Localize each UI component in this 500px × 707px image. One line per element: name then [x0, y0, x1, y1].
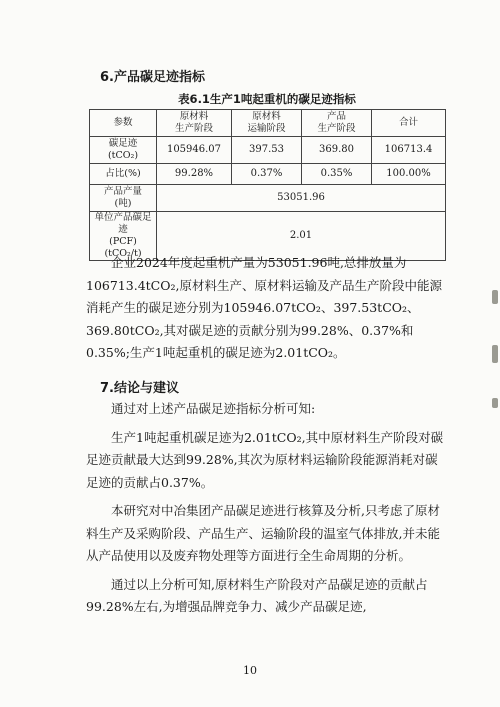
- paragraph-1: 企业2024年度起重机产量为53051.96吨,总排放量为106713.4tCO₂,原材料生产、原材料运输及产品生产阶段中能源消耗产生的碳足迹分别为105946.07tCO₂、397.53tCO₂、369.80tCO₂,其对碳足迹的贡献分别为99.28%、0.37%和0.35%;生产1吨起重机的碳足迹为2.01tCO₂。: [86, 255, 442, 360]
- table-row-share: [90, 164, 446, 185]
- row-label-output-line1: 产品产量: [103, 186, 142, 197]
- page-number: 10: [243, 664, 257, 677]
- cell-share-total: 100.00%: [372, 164, 446, 185]
- table-caption: 表6.1生产1吨起重机的碳足迹指标: [178, 92, 356, 106]
- header-raw-line1: 原材料: [179, 111, 209, 122]
- row-label-carbon-footprint: [90, 137, 157, 164]
- scan-edge-mark: [492, 290, 498, 304]
- row-label-cf-line1: 碳足迹: [108, 138, 138, 149]
- paragraph-4: 本研究对中冶集团产品碳足迹进行核算及分析,只考虑了原材料生产及采购阶段、产品生产、运输阶段的温室气体排放,并未能从产品使用以及废弃物处理等方面进行全生命周期的分析。: [86, 503, 440, 563]
- paragraph-3: 生产1吨起重机碳足迹为2.01tCO₂,其中原材料生产阶段对碳足迹贡献最大达到99.28%,其次为原材料运输阶段能源消耗对碳足迹的贡献占0.37%。: [86, 429, 444, 490]
- cell-cf-product: 369.80: [302, 137, 372, 164]
- cell-cf-raw: 105946.07: [157, 137, 232, 164]
- cell-pcf-value: 2.01: [157, 212, 446, 261]
- cell-share-product: 0.35%: [302, 164, 372, 185]
- scan-edge-mark: [492, 345, 498, 363]
- section-6-heading: 6.产品碳足迹指标: [100, 70, 205, 85]
- header-transport-line1: 原材料: [252, 111, 281, 122]
- header-product-line2: 生产阶段: [317, 123, 356, 134]
- header-product-line1: 产品: [326, 111, 346, 122]
- header-raw-material-transport: [232, 110, 302, 137]
- row-label-pcf-line1: 单位产品碳足迹: [94, 212, 152, 235]
- cell-output-value: 53051.96: [157, 185, 446, 212]
- header-transport-line2: 运输阶段: [247, 123, 286, 134]
- carbon-footprint-table: [89, 109, 446, 261]
- paragraph-conclusions: [86, 398, 444, 619]
- scan-edge-mark: [492, 398, 498, 408]
- header-param: 参数: [90, 110, 157, 137]
- header-total: 合计: [372, 110, 446, 137]
- row-label-cf-line2: (tCO₂): [107, 150, 139, 161]
- header-product-production: [302, 110, 372, 137]
- paragraph-2: 通过对上述产品碳足迹指标分析可知:: [111, 401, 316, 416]
- table-row-output: [90, 185, 446, 212]
- cell-cf-transport: 397.53: [232, 137, 302, 164]
- table-row-carbon-footprint: [90, 137, 446, 164]
- row-label-pcf-line3: (tCO₂/t): [104, 248, 142, 259]
- paragraph-5: 通过以上分析可知,原材料生产阶段对产品碳足迹的贡献占99.28%左右,为增强品牌竞争力、减少产品碳足迹,: [86, 576, 428, 614]
- table-header-row: [90, 110, 446, 137]
- row-label-output-line2: (吨): [114, 198, 132, 209]
- header-raw-line2: 生产阶段: [174, 123, 213, 134]
- cell-share-raw: 99.28%: [157, 164, 232, 185]
- row-label-share: 占比(%): [90, 164, 157, 185]
- paragraph-results: [86, 252, 444, 365]
- row-label-pcf-line2: (PCF): [109, 236, 137, 247]
- cell-share-transport: 0.37%: [232, 164, 302, 185]
- section-7-heading: 7.结论与建议: [100, 381, 179, 396]
- cell-cf-total: 106713.4: [372, 137, 446, 164]
- header-raw-material-production: [157, 110, 232, 137]
- row-label-output: [90, 185, 157, 212]
